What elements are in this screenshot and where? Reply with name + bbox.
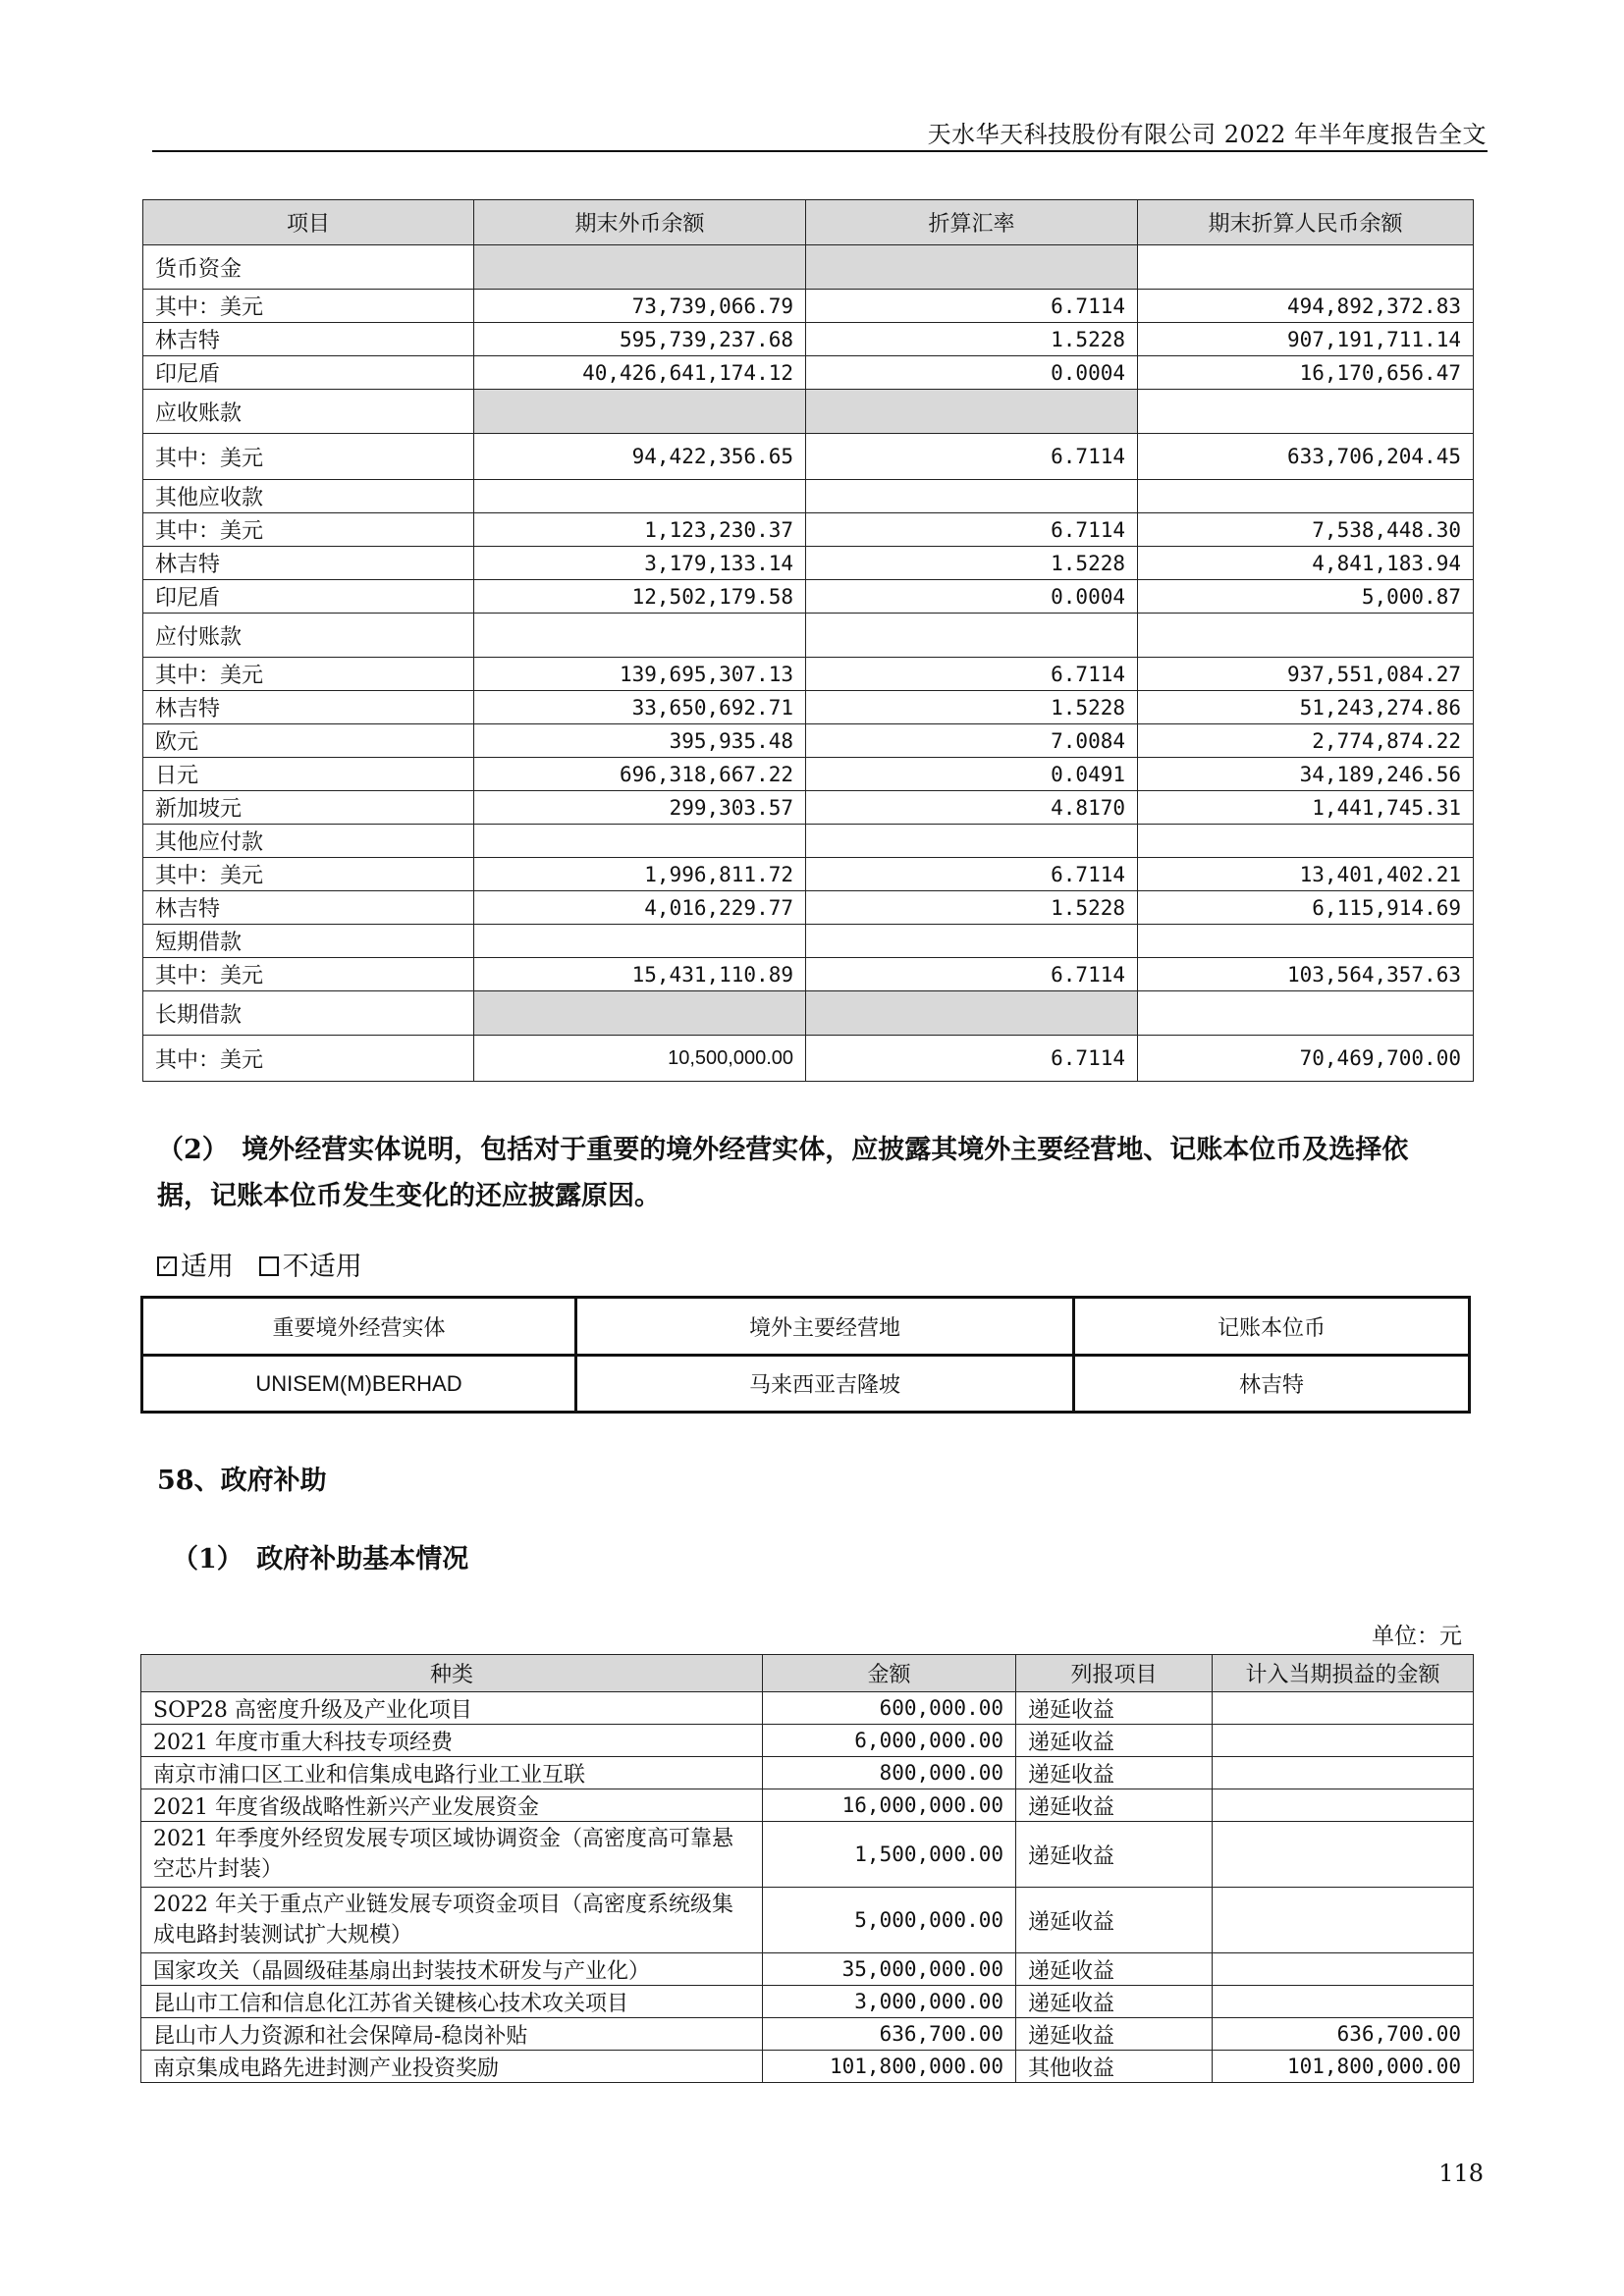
- column-header-foreign-amount: 期末外币余额: [474, 200, 806, 245]
- rmb-amount: [1138, 480, 1474, 513]
- row-item: 其中：美元: [143, 958, 474, 991]
- table-row: [143, 758, 1474, 791]
- row-item: 其中：美元: [143, 658, 474, 691]
- government-grant-table: [140, 1654, 1474, 2083]
- column-header-currency: 记账本位币: [1074, 1298, 1470, 1356]
- exchange-rate: 1.5228: [806, 547, 1138, 580]
- row-item: 应付账款: [143, 614, 474, 658]
- table-row: [141, 1822, 1474, 1888]
- report-item: 递延收益: [1016, 1822, 1213, 1888]
- exchange-rate: [806, 390, 1138, 434]
- foreign-amount: 1,996,811.72: [474, 858, 806, 891]
- column-header-report-item: 列报项目: [1016, 1655, 1213, 1692]
- grant-amount: 600,000.00: [763, 1692, 1016, 1725]
- table-row: [143, 290, 1474, 323]
- pl-amount: [1213, 1888, 1474, 1953]
- entity-name: UNISEM(M)BERHAD: [142, 1356, 576, 1413]
- row-item: 林吉特: [143, 891, 474, 925]
- exchange-rate: [806, 825, 1138, 858]
- row-item: 其中：美元: [143, 290, 474, 323]
- grant-amount: 101,800,000.00: [763, 2051, 1016, 2083]
- foreign-amount: 94,422,356.65: [474, 434, 806, 480]
- exchange-rate: 0.0004: [806, 580, 1138, 614]
- foreign-amount: 395,935.48: [474, 724, 806, 758]
- table-row: [143, 958, 1474, 991]
- exchange-rate: 6.7114: [806, 513, 1138, 547]
- row-item: 应收账款: [143, 390, 474, 434]
- foreign-amount: 595,739,237.68: [474, 323, 806, 356]
- rmb-amount: 907,191,711.14: [1138, 323, 1474, 356]
- row-item: 欧元: [143, 724, 474, 758]
- rmb-amount: 1,441,745.31: [1138, 791, 1474, 825]
- table-row: [143, 580, 1474, 614]
- rmb-amount: 70,469,700.00: [1138, 1036, 1474, 1082]
- exchange-rate: 1.5228: [806, 691, 1138, 724]
- exchange-rate: 6.7114: [806, 858, 1138, 891]
- exchange-rate: 6.7114: [806, 434, 1138, 480]
- grant-kind: 南京市浦口区工业和信集成电路行业工业互联: [141, 1757, 763, 1789]
- page-number: 118: [1438, 2160, 1484, 2187]
- grant-amount: 16,000,000.00: [763, 1789, 1016, 1822]
- table-row: [143, 791, 1474, 825]
- foreign-amount: [474, 925, 806, 958]
- rmb-amount: 7,538,448.30: [1138, 513, 1474, 547]
- rmb-amount: 633,706,204.45: [1138, 434, 1474, 480]
- grant-amount: 1,500,000.00: [763, 1822, 1016, 1888]
- exchange-rate: 4.8170: [806, 791, 1138, 825]
- grant-amount: 35,000,000.00: [763, 1953, 1016, 1986]
- table-row: [143, 547, 1474, 580]
- grant-amount: 800,000.00: [763, 1757, 1016, 1789]
- section-58-subtitle: （1） 政府补助基本情况: [172, 1544, 469, 1575]
- row-item: 林吉特: [143, 547, 474, 580]
- rmb-amount: 6,115,914.69: [1138, 891, 1474, 925]
- table-row: [143, 245, 1474, 290]
- grant-kind: 2021 年度省级战略性新兴产业发展资金: [141, 1789, 763, 1822]
- row-item: 林吉特: [143, 323, 474, 356]
- exchange-rate: 6.7114: [806, 658, 1138, 691]
- table-row: [143, 356, 1474, 390]
- exchange-rate: 0.0491: [806, 758, 1138, 791]
- column-header-rate: 折算汇率: [806, 200, 1138, 245]
- table-row: [143, 724, 1474, 758]
- rmb-amount: 2,774,874.22: [1138, 724, 1474, 758]
- table-row: [141, 1953, 1474, 1986]
- table-row: [141, 2051, 1474, 2083]
- grant-kind: 2022 年关于重点产业链发展专项资金项目（高密度系统级集成电路封装测试扩大规模）: [141, 1888, 763, 1953]
- table-row: [141, 1789, 1474, 1822]
- row-item: 其中：美元: [143, 434, 474, 480]
- table-row: [143, 658, 1474, 691]
- column-header-pl-amount: 计入当期损益的金额: [1213, 1655, 1474, 1692]
- foreign-amount: 299,303.57: [474, 791, 806, 825]
- applicable-label: 适用: [181, 1252, 234, 1282]
- foreign-amount: [474, 245, 806, 290]
- table-row: [143, 614, 1474, 658]
- row-item: 新加坡元: [143, 791, 474, 825]
- entity-currency: 林吉特: [1074, 1356, 1470, 1413]
- grant-kind: SOP28 高密度升级及产业化项目: [141, 1692, 763, 1725]
- foreign-amount: 12,502,179.58: [474, 580, 806, 614]
- table-row: [143, 825, 1474, 858]
- foreign-amount: 10,500,000.00: [474, 1036, 806, 1082]
- report-item: 递延收益: [1016, 2018, 1213, 2051]
- rmb-amount: 51,243,274.86: [1138, 691, 1474, 724]
- not-applicable-label: 不适用: [282, 1252, 362, 1282]
- pl-amount: 636,700.00: [1213, 2018, 1474, 2051]
- row-item: 林吉特: [143, 691, 474, 724]
- table-row: [141, 1757, 1474, 1789]
- exchange-rate: [806, 245, 1138, 290]
- grant-amount: 5,000,000.00: [763, 1888, 1016, 1953]
- table-row: [143, 390, 1474, 434]
- rmb-amount: [1138, 390, 1474, 434]
- foreign-amount: 4,016,229.77: [474, 891, 806, 925]
- unit-label: 单位：元: [1372, 1624, 1462, 1649]
- header-divider: [152, 150, 1488, 152]
- foreign-amount: 139,695,307.13: [474, 658, 806, 691]
- report-item: 递延收益: [1016, 1953, 1213, 1986]
- foreign-amount: [474, 614, 806, 658]
- table-header-row: [141, 1655, 1474, 1692]
- foreign-amount: [474, 825, 806, 858]
- table-row: [143, 891, 1474, 925]
- pl-amount: [1213, 1953, 1474, 1986]
- row-item: 其他应收款: [143, 480, 474, 513]
- table-row: [141, 1725, 1474, 1757]
- foreign-amount: 73,739,066.79: [474, 290, 806, 323]
- row-item: 其他应付款: [143, 825, 474, 858]
- section-2-description: （2） 境外经营实体说明，包括对于重要的境外经营实体，应披露其境外主要经营地、记账本位币及选择依据，记账本位币发生变化的还应披露原因。: [157, 1135, 1409, 1211]
- rmb-amount: 34,189,246.56: [1138, 758, 1474, 791]
- rmb-amount: [1138, 925, 1474, 958]
- grant-kind: 2021 年季度外经贸发展专项区域协调资金（高密度高可靠悬空芯片封装）: [141, 1822, 763, 1888]
- rmb-amount: 13,401,402.21: [1138, 858, 1474, 891]
- report-item: 递延收益: [1016, 1888, 1213, 1953]
- grant-amount: 3,000,000.00: [763, 1986, 1016, 2018]
- entity-location: 马来西亚吉隆坡: [576, 1356, 1074, 1413]
- table-row: [143, 691, 1474, 724]
- grant-amount: 6,000,000.00: [763, 1725, 1016, 1757]
- exchange-rate: [806, 991, 1138, 1036]
- report-item: 递延收益: [1016, 1789, 1213, 1822]
- table-row: [143, 480, 1474, 513]
- grant-kind: 南京集成电路先进封测产业投资奖励: [141, 2051, 763, 2083]
- rmb-amount: 494,892,372.83: [1138, 290, 1474, 323]
- table-row: [141, 1692, 1474, 1725]
- row-item: 其中：美元: [143, 513, 474, 547]
- row-item: 印尼盾: [143, 356, 474, 390]
- checkbox-checked-icon[interactable]: ✓: [157, 1256, 177, 1276]
- column-header-entity: 重要境外经营实体: [142, 1298, 576, 1356]
- row-item: 短期借款: [143, 925, 474, 958]
- table-row: [143, 925, 1474, 958]
- exchange-rate: 0.0004: [806, 356, 1138, 390]
- rmb-amount: [1138, 614, 1474, 658]
- table-row: [143, 434, 1474, 480]
- column-header-kind: 种类: [141, 1655, 763, 1692]
- foreign-amount: 33,650,692.71: [474, 691, 806, 724]
- foreign-currency-table: [142, 199, 1474, 1082]
- column-header-item: 项目: [143, 200, 474, 245]
- foreign-amount: [474, 991, 806, 1036]
- pl-amount: [1213, 1725, 1474, 1757]
- overseas-entity-table: [140, 1296, 1471, 1414]
- rmb-amount: 4,841,183.94: [1138, 547, 1474, 580]
- foreign-amount: 3,179,133.14: [474, 547, 806, 580]
- page-header-title: 天水华天科技股份有限公司 2022 年半年度报告全文: [927, 121, 1487, 148]
- table-row: [143, 323, 1474, 356]
- table-header-row: [142, 1298, 1470, 1356]
- pl-amount: [1213, 1986, 1474, 2018]
- pl-amount: [1213, 1692, 1474, 1725]
- exchange-rate: [806, 480, 1138, 513]
- grant-kind: 2021 年度市重大科技专项经费: [141, 1725, 763, 1757]
- pl-amount: [1213, 1757, 1474, 1789]
- table-row: [141, 2018, 1474, 2051]
- column-header-location: 境外主要经营地: [576, 1298, 1074, 1356]
- exchange-rate: 6.7114: [806, 1036, 1138, 1082]
- report-item: 递延收益: [1016, 1692, 1213, 1725]
- foreign-amount: [474, 390, 806, 434]
- report-item: 递延收益: [1016, 1986, 1213, 2018]
- row-item: 货币资金: [143, 245, 474, 290]
- row-item: 其中：美元: [143, 858, 474, 891]
- section-58-title: 58、政府补助: [157, 1466, 327, 1496]
- row-item: 日元: [143, 758, 474, 791]
- rmb-amount: 103,564,357.63: [1138, 958, 1474, 991]
- exchange-rate: [806, 614, 1138, 658]
- table-row: [143, 991, 1474, 1036]
- table-row: [141, 1888, 1474, 1953]
- rmb-amount: [1138, 991, 1474, 1036]
- grant-amount: 636,700.00: [763, 2018, 1016, 2051]
- row-item: 其中：美元: [143, 1036, 474, 1082]
- foreign-amount: 40,426,641,174.12: [474, 356, 806, 390]
- table-header-row: [143, 200, 1474, 245]
- applicability-line: [157, 1245, 362, 1283]
- report-item: 递延收益: [1016, 1757, 1213, 1789]
- foreign-amount: 696,318,667.22: [474, 758, 806, 791]
- rmb-amount: 5,000.87: [1138, 580, 1474, 614]
- table-row: [141, 1986, 1474, 2018]
- foreign-amount: [474, 480, 806, 513]
- row-item: 长期借款: [143, 991, 474, 1036]
- table-row: [143, 513, 1474, 547]
- exchange-rate: 1.5228: [806, 891, 1138, 925]
- table-row: [142, 1356, 1470, 1413]
- rmb-amount: 937,551,084.27: [1138, 658, 1474, 691]
- rmb-amount: [1138, 245, 1474, 290]
- column-header-amount: 金额: [763, 1655, 1016, 1692]
- pl-amount: [1213, 1822, 1474, 1888]
- exchange-rate: 6.7114: [806, 290, 1138, 323]
- grant-kind: 昆山市人力资源和社会保障局-稳岗补贴: [141, 2018, 763, 2051]
- pl-amount: 101,800,000.00: [1213, 2051, 1474, 2083]
- column-header-rmb-amount: 期末折算人民币余额: [1138, 200, 1474, 245]
- checkbox-unchecked-icon[interactable]: [259, 1256, 279, 1276]
- grant-kind: 国家攻关（晶圆级硅基扇出封装技术研发与产业化）: [141, 1953, 763, 1986]
- report-item: 其他收益: [1016, 2051, 1213, 2083]
- report-item: 递延收益: [1016, 1725, 1213, 1757]
- grant-kind: 昆山市工信和信息化江苏省关键核心技术攻关项目: [141, 1986, 763, 2018]
- rmb-amount: 16,170,656.47: [1138, 356, 1474, 390]
- foreign-amount: 15,431,110.89: [474, 958, 806, 991]
- rmb-amount: [1138, 825, 1474, 858]
- exchange-rate: 6.7114: [806, 958, 1138, 991]
- exchange-rate: [806, 925, 1138, 958]
- pl-amount: [1213, 1789, 1474, 1822]
- table-row: [143, 858, 1474, 891]
- foreign-amount: 1,123,230.37: [474, 513, 806, 547]
- table-row: [143, 1036, 1474, 1082]
- exchange-rate: 7.0084: [806, 724, 1138, 758]
- exchange-rate: 1.5228: [806, 323, 1138, 356]
- row-item: 印尼盾: [143, 580, 474, 614]
